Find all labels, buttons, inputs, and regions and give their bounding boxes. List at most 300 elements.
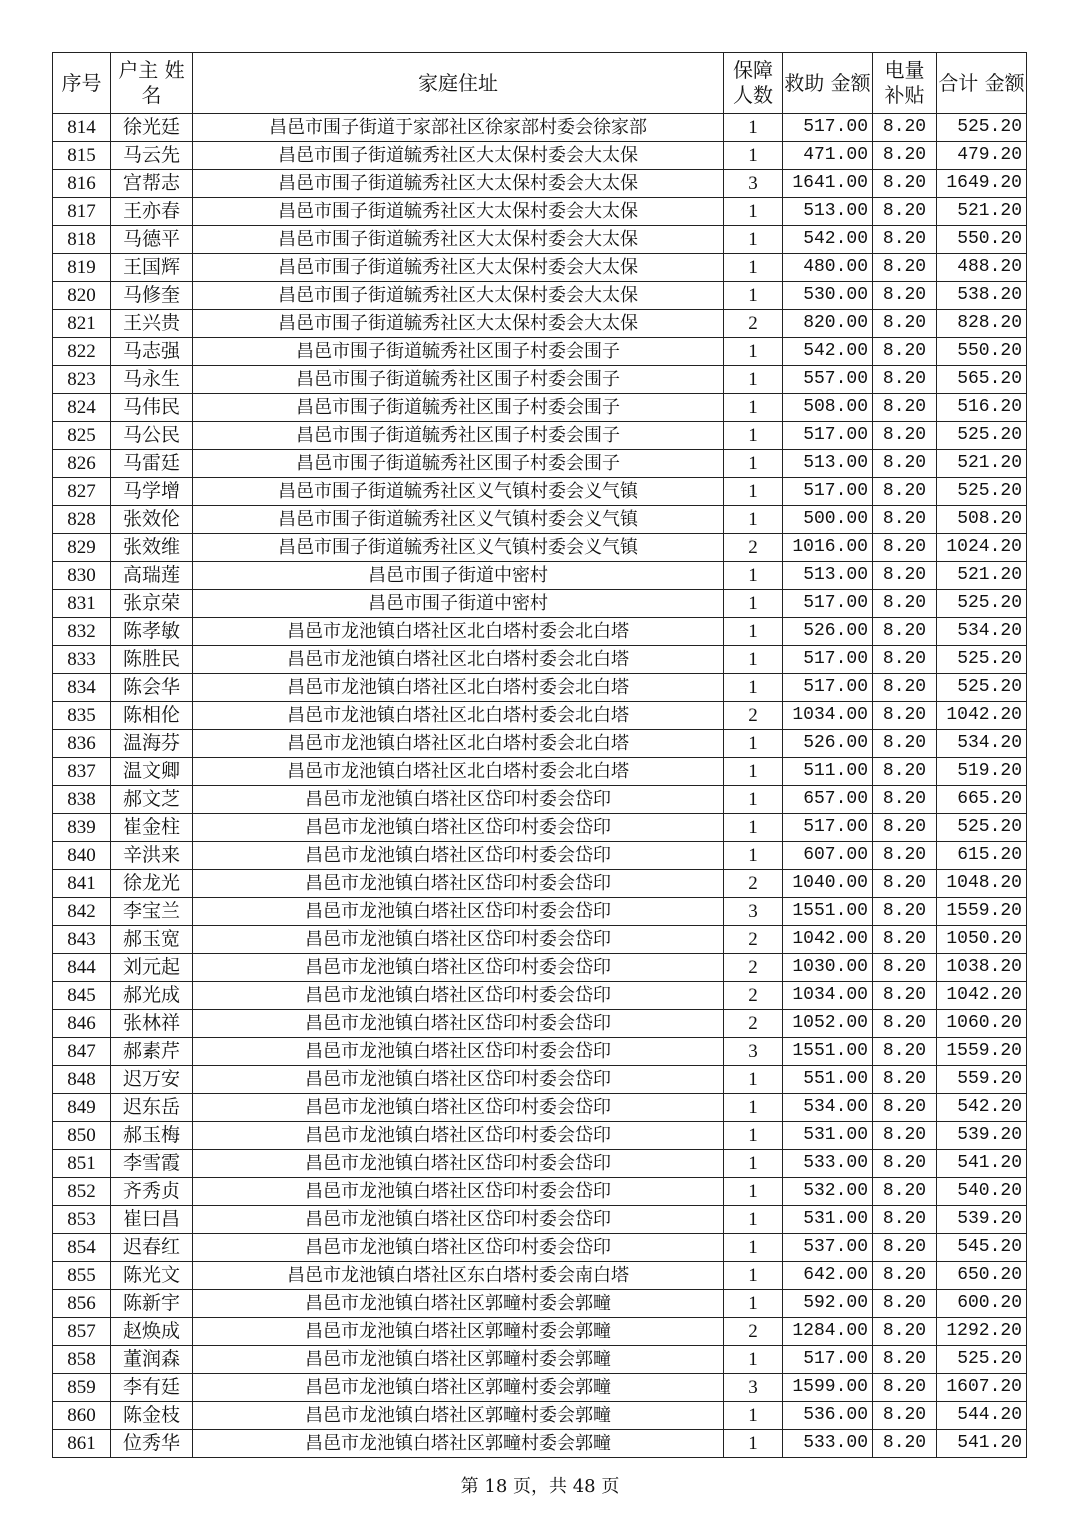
cell-total: 1060.20 <box>937 1010 1027 1038</box>
cell-aid: 517.00 <box>783 422 873 450</box>
cell-aid: 542.00 <box>783 338 873 366</box>
cell-persons: 3 <box>724 1374 783 1402</box>
cell-aid: 530.00 <box>783 282 873 310</box>
page-footer: 第 18 页，共 48 页 <box>460 1476 620 1497</box>
cell-persons: 2 <box>724 310 783 338</box>
cell-seq: 814 <box>53 114 111 142</box>
cell-persons: 1 <box>724 1234 783 1262</box>
cell-power: 8.20 <box>873 1318 937 1346</box>
cell-address: 昌邑市龙池镇白塔社区岱印村委会岱印 <box>193 926 724 954</box>
cell-address: 昌邑市围子街道中密村 <box>193 590 724 618</box>
header-power: 电量 补贴 <box>873 53 937 114</box>
cell-name: 张京荣 <box>111 590 193 618</box>
cell-total: 828.20 <box>937 310 1027 338</box>
cell-seq: 850 <box>53 1122 111 1150</box>
cell-persons: 1 <box>724 618 783 646</box>
table-row <box>53 254 1027 282</box>
cell-persons: 1 <box>724 450 783 478</box>
cell-seq: 834 <box>53 674 111 702</box>
cell-power: 8.20 <box>873 1402 937 1430</box>
cell-power: 8.20 <box>873 142 937 170</box>
cell-persons: 1 <box>724 674 783 702</box>
cell-name: 马修奎 <box>111 282 193 310</box>
cell-persons: 1 <box>724 114 783 142</box>
cell-total: 525.20 <box>937 590 1027 618</box>
cell-power: 8.20 <box>873 982 937 1010</box>
cell-power: 8.20 <box>873 114 937 142</box>
cell-address: 昌邑市龙池镇白塔社区岱印村委会岱印 <box>193 870 724 898</box>
cell-power: 8.20 <box>873 1206 937 1234</box>
cell-seq: 841 <box>53 870 111 898</box>
cell-power: 8.20 <box>873 786 937 814</box>
cell-power: 8.20 <box>873 562 937 590</box>
header-row <box>53 53 1027 114</box>
cell-seq: 849 <box>53 1094 111 1122</box>
table-row <box>53 1206 1027 1234</box>
cell-power: 8.20 <box>873 1094 937 1122</box>
table-row <box>53 422 1027 450</box>
cell-address: 昌邑市龙池镇白塔社区岱印村委会岱印 <box>193 1234 724 1262</box>
cell-persons: 1 <box>724 1402 783 1430</box>
cell-address: 昌邑市围子街道毓秀社区围子村委会围子 <box>193 422 724 450</box>
header-aid: 救助 金额 <box>783 53 873 114</box>
cell-persons: 1 <box>724 842 783 870</box>
cell-address: 昌邑市龙池镇白塔社区北白塔村委会北白塔 <box>193 702 724 730</box>
cell-name: 刘元起 <box>111 954 193 982</box>
cell-persons: 2 <box>724 954 783 982</box>
cell-aid: 1052.00 <box>783 1010 873 1038</box>
cell-aid: 536.00 <box>783 1402 873 1430</box>
cell-aid: 517.00 <box>783 1346 873 1374</box>
cell-seq: 844 <box>53 954 111 982</box>
table-row <box>53 842 1027 870</box>
cell-power: 8.20 <box>873 730 937 758</box>
cell-power: 8.20 <box>873 1290 937 1318</box>
cell-total: 521.20 <box>937 198 1027 226</box>
cell-total: 559.20 <box>937 1066 1027 1094</box>
cell-aid: 511.00 <box>783 758 873 786</box>
cell-power: 8.20 <box>873 254 937 282</box>
cell-name: 郝玉宽 <box>111 926 193 954</box>
table-row <box>53 730 1027 758</box>
cell-address: 昌邑市龙池镇白塔社区岱印村委会岱印 <box>193 1150 724 1178</box>
cell-aid: 508.00 <box>783 394 873 422</box>
cell-total: 1559.20 <box>937 898 1027 926</box>
cell-total: 534.20 <box>937 730 1027 758</box>
cell-seq: 838 <box>53 786 111 814</box>
cell-seq: 833 <box>53 646 111 674</box>
table-row <box>53 506 1027 534</box>
cell-power: 8.20 <box>873 702 937 730</box>
table-row <box>53 1094 1027 1122</box>
cell-seq: 858 <box>53 1346 111 1374</box>
table-row <box>53 1150 1027 1178</box>
cell-total: 540.20 <box>937 1178 1027 1206</box>
table-row <box>53 1066 1027 1094</box>
cell-address: 昌邑市围子街道毓秀社区义气镇村委会义气镇 <box>193 534 724 562</box>
table-row <box>53 310 1027 338</box>
table-row <box>53 1374 1027 1402</box>
cell-name: 马伟民 <box>111 394 193 422</box>
cell-aid: 657.00 <box>783 786 873 814</box>
cell-seq: 822 <box>53 338 111 366</box>
cell-seq: 820 <box>53 282 111 310</box>
cell-total: 545.20 <box>937 1234 1027 1262</box>
cell-seq: 824 <box>53 394 111 422</box>
cell-persons: 1 <box>724 590 783 618</box>
cell-power: 8.20 <box>873 926 937 954</box>
cell-address: 昌邑市龙池镇白塔社区岱印村委会岱印 <box>193 1094 724 1122</box>
table-row <box>53 226 1027 254</box>
table-row <box>53 646 1027 674</box>
cell-persons: 1 <box>724 422 783 450</box>
cell-seq: 819 <box>53 254 111 282</box>
table-row <box>53 1346 1027 1374</box>
cell-seq: 861 <box>53 1430 111 1458</box>
cell-seq: 825 <box>53 422 111 450</box>
table-row <box>53 1290 1027 1318</box>
cell-total: 1559.20 <box>937 1038 1027 1066</box>
cell-power: 8.20 <box>873 170 937 198</box>
cell-persons: 1 <box>724 814 783 842</box>
table-row <box>53 954 1027 982</box>
cell-persons: 1 <box>724 1430 783 1458</box>
cell-total: 525.20 <box>937 814 1027 842</box>
cell-name: 迟春红 <box>111 1234 193 1262</box>
cell-address: 昌邑市龙池镇白塔社区郭疃村委会郭疃 <box>193 1430 724 1458</box>
cell-seq: 837 <box>53 758 111 786</box>
table-row <box>53 870 1027 898</box>
cell-aid: 1042.00 <box>783 926 873 954</box>
cell-seq: 848 <box>53 1066 111 1094</box>
cell-address: 昌邑市围子街道毓秀社区大太保村委会大太保 <box>193 170 724 198</box>
header-name: 户主 姓名 <box>111 53 193 114</box>
cell-seq: 851 <box>53 1150 111 1178</box>
cell-persons: 1 <box>724 282 783 310</box>
cell-name: 郝素芹 <box>111 1038 193 1066</box>
cell-seq: 835 <box>53 702 111 730</box>
cell-address: 昌邑市龙池镇白塔社区北白塔村委会北白塔 <box>193 618 724 646</box>
cell-aid: 592.00 <box>783 1290 873 1318</box>
cell-name: 郝玉梅 <box>111 1122 193 1150</box>
cell-name: 郝光成 <box>111 982 193 1010</box>
cell-persons: 1 <box>724 394 783 422</box>
cell-aid: 517.00 <box>783 114 873 142</box>
cell-persons: 1 <box>724 142 783 170</box>
cell-seq: 827 <box>53 478 111 506</box>
cell-name: 崔金柱 <box>111 814 193 842</box>
cell-power: 8.20 <box>873 898 937 926</box>
cell-total: 539.20 <box>937 1206 1027 1234</box>
cell-power: 8.20 <box>873 842 937 870</box>
cell-total: 1042.20 <box>937 702 1027 730</box>
cell-address: 昌邑市围子街道毓秀社区大太保村委会大太保 <box>193 142 724 170</box>
cell-power: 8.20 <box>873 870 937 898</box>
cell-power: 8.20 <box>873 1066 937 1094</box>
cell-persons: 2 <box>724 982 783 1010</box>
cell-address: 昌邑市龙池镇白塔社区岱印村委会岱印 <box>193 1066 724 1094</box>
cell-persons: 1 <box>724 1346 783 1374</box>
cell-aid: 1034.00 <box>783 702 873 730</box>
cell-name: 马学增 <box>111 478 193 506</box>
cell-total: 565.20 <box>937 366 1027 394</box>
cell-total: 550.20 <box>937 338 1027 366</box>
table-row <box>53 1318 1027 1346</box>
header-total: 合计 金额 <box>937 53 1027 114</box>
cell-persons: 3 <box>724 170 783 198</box>
cell-address: 昌邑市龙池镇白塔社区郭疃村委会郭疃 <box>193 1290 724 1318</box>
cell-aid: 1551.00 <box>783 1038 873 1066</box>
cell-persons: 2 <box>724 702 783 730</box>
table-row <box>53 198 1027 226</box>
cell-name: 李宝兰 <box>111 898 193 926</box>
table-row <box>53 338 1027 366</box>
cell-persons: 1 <box>724 506 783 534</box>
cell-persons: 2 <box>724 1318 783 1346</box>
cell-address: 昌邑市围子街道毓秀社区围子村委会围子 <box>193 366 724 394</box>
cell-address: 昌邑市龙池镇白塔社区岱印村委会岱印 <box>193 786 724 814</box>
cell-persons: 1 <box>724 1290 783 1318</box>
cell-power: 8.20 <box>873 1234 937 1262</box>
cell-aid: 820.00 <box>783 310 873 338</box>
cell-total: 525.20 <box>937 674 1027 702</box>
cell-address: 昌邑市围子街道毓秀社区围子村委会围子 <box>193 450 724 478</box>
cell-seq: 845 <box>53 982 111 1010</box>
cell-aid: 537.00 <box>783 1234 873 1262</box>
cell-power: 8.20 <box>873 338 937 366</box>
cell-address: 昌邑市龙池镇白塔社区郭疃村委会郭疃 <box>193 1374 724 1402</box>
cell-power: 8.20 <box>873 506 937 534</box>
cell-seq: 852 <box>53 1178 111 1206</box>
cell-name: 郝文芝 <box>111 786 193 814</box>
cell-aid: 557.00 <box>783 366 873 394</box>
cell-total: 541.20 <box>937 1150 1027 1178</box>
table-row <box>53 758 1027 786</box>
cell-power: 8.20 <box>873 366 937 394</box>
cell-aid: 517.00 <box>783 478 873 506</box>
cell-power: 8.20 <box>873 1038 937 1066</box>
cell-aid: 513.00 <box>783 198 873 226</box>
cell-name: 马志强 <box>111 338 193 366</box>
cell-total: 1048.20 <box>937 870 1027 898</box>
cell-address: 昌邑市龙池镇白塔社区岱印村委会岱印 <box>193 1178 724 1206</box>
cell-address: 昌邑市龙池镇白塔社区岱印村委会岱印 <box>193 1206 724 1234</box>
table-row <box>53 1262 1027 1290</box>
cell-address: 昌邑市围子街道毓秀社区义气镇村委会义气镇 <box>193 506 724 534</box>
cell-name: 齐秀贞 <box>111 1178 193 1206</box>
cell-seq: 816 <box>53 170 111 198</box>
cell-aid: 517.00 <box>783 814 873 842</box>
cell-aid: 642.00 <box>783 1262 873 1290</box>
cell-total: 521.20 <box>937 450 1027 478</box>
cell-power: 8.20 <box>873 954 937 982</box>
cell-persons: 2 <box>724 1010 783 1038</box>
cell-persons: 1 <box>724 758 783 786</box>
cell-total: 600.20 <box>937 1290 1027 1318</box>
cell-aid: 526.00 <box>783 730 873 758</box>
cell-persons: 1 <box>724 1122 783 1150</box>
cell-persons: 1 <box>724 730 783 758</box>
cell-total: 1607.20 <box>937 1374 1027 1402</box>
cell-seq: 859 <box>53 1374 111 1402</box>
cell-persons: 1 <box>724 198 783 226</box>
cell-total: 534.20 <box>937 618 1027 646</box>
cell-name: 张效伦 <box>111 506 193 534</box>
table-row <box>53 478 1027 506</box>
cell-name: 陈相伦 <box>111 702 193 730</box>
cell-name: 陈胜民 <box>111 646 193 674</box>
cell-total: 1024.20 <box>937 534 1027 562</box>
table-row <box>53 1402 1027 1430</box>
cell-name: 徐龙光 <box>111 870 193 898</box>
cell-total: 538.20 <box>937 282 1027 310</box>
cell-name: 马公民 <box>111 422 193 450</box>
cell-power: 8.20 <box>873 1150 937 1178</box>
cell-seq: 857 <box>53 1318 111 1346</box>
cell-name: 王兴贵 <box>111 310 193 338</box>
cell-aid: 1030.00 <box>783 954 873 982</box>
table-row <box>53 366 1027 394</box>
cell-aid: 526.00 <box>783 618 873 646</box>
cell-aid: 517.00 <box>783 646 873 674</box>
cell-total: 542.20 <box>937 1094 1027 1122</box>
cell-total: 665.20 <box>937 786 1027 814</box>
cell-name: 迟东岳 <box>111 1094 193 1122</box>
cell-address: 昌邑市龙池镇白塔社区岱印村委会岱印 <box>193 982 724 1010</box>
cell-name: 赵焕成 <box>111 1318 193 1346</box>
cell-name: 李有廷 <box>111 1374 193 1402</box>
table-row <box>53 702 1027 730</box>
cell-persons: 1 <box>724 1206 783 1234</box>
cell-address: 昌邑市龙池镇白塔社区岱印村委会岱印 <box>193 1122 724 1150</box>
cell-aid: 1016.00 <box>783 534 873 562</box>
cell-persons: 1 <box>724 646 783 674</box>
table-row <box>53 898 1027 926</box>
cell-name: 崔曰昌 <box>111 1206 193 1234</box>
cell-aid: 542.00 <box>783 226 873 254</box>
cell-persons: 1 <box>724 338 783 366</box>
cell-power: 8.20 <box>873 618 937 646</box>
table-body <box>53 114 1027 1458</box>
cell-address: 昌邑市围子街道毓秀社区大太保村委会大太保 <box>193 226 724 254</box>
cell-name: 迟万安 <box>111 1066 193 1094</box>
table-row <box>53 1038 1027 1066</box>
cell-aid: 500.00 <box>783 506 873 534</box>
cell-seq: 821 <box>53 310 111 338</box>
cell-aid: 1599.00 <box>783 1374 873 1402</box>
cell-address: 昌邑市龙池镇白塔社区东白塔村委会南白塔 <box>193 1262 724 1290</box>
cell-name: 陈金枝 <box>111 1402 193 1430</box>
table-row <box>53 786 1027 814</box>
cell-persons: 1 <box>724 366 783 394</box>
cell-seq: 839 <box>53 814 111 842</box>
cell-name: 王亦春 <box>111 198 193 226</box>
cell-aid: 1284.00 <box>783 1318 873 1346</box>
table-row <box>53 394 1027 422</box>
cell-aid: 534.00 <box>783 1094 873 1122</box>
cell-seq: 855 <box>53 1262 111 1290</box>
cell-aid: 517.00 <box>783 590 873 618</box>
cell-seq: 843 <box>53 926 111 954</box>
table-row <box>53 562 1027 590</box>
cell-name: 温文卿 <box>111 758 193 786</box>
cell-persons: 1 <box>724 478 783 506</box>
cell-name: 董润森 <box>111 1346 193 1374</box>
cell-power: 8.20 <box>873 814 937 842</box>
cell-name: 王国辉 <box>111 254 193 282</box>
cell-name: 高瑞莲 <box>111 562 193 590</box>
cell-total: 539.20 <box>937 1122 1027 1150</box>
cell-address: 昌邑市围子街道毓秀社区大太保村委会大太保 <box>193 282 724 310</box>
cell-name: 张效维 <box>111 534 193 562</box>
table-row <box>53 1430 1027 1458</box>
cell-address: 昌邑市龙池镇白塔社区北白塔村委会北白塔 <box>193 730 724 758</box>
cell-seq: 826 <box>53 450 111 478</box>
cell-aid: 551.00 <box>783 1066 873 1094</box>
cell-seq: 860 <box>53 1402 111 1430</box>
cell-persons: 1 <box>724 254 783 282</box>
cell-name: 李雪霞 <box>111 1150 193 1178</box>
table-row <box>53 142 1027 170</box>
cell-persons: 2 <box>724 534 783 562</box>
cell-power: 8.20 <box>873 422 937 450</box>
cell-address: 昌邑市龙池镇白塔社区郭疃村委会郭疃 <box>193 1402 724 1430</box>
table-row <box>53 1010 1027 1038</box>
cell-seq: 817 <box>53 198 111 226</box>
cell-total: 519.20 <box>937 758 1027 786</box>
table-row <box>53 590 1027 618</box>
cell-total: 525.20 <box>937 478 1027 506</box>
cell-address: 昌邑市围子街道毓秀社区大太保村委会大太保 <box>193 198 724 226</box>
cell-total: 508.20 <box>937 506 1027 534</box>
table-row <box>53 674 1027 702</box>
cell-power: 8.20 <box>873 1346 937 1374</box>
cell-address: 昌邑市龙池镇白塔社区岱印村委会岱印 <box>193 814 724 842</box>
cell-address: 昌邑市龙池镇白塔社区北白塔村委会北白塔 <box>193 674 724 702</box>
cell-persons: 1 <box>724 786 783 814</box>
cell-aid: 533.00 <box>783 1150 873 1178</box>
cell-address: 昌邑市龙池镇白塔社区岱印村委会岱印 <box>193 1038 724 1066</box>
cell-name: 温海芬 <box>111 730 193 758</box>
cell-power: 8.20 <box>873 1374 937 1402</box>
cell-total: 521.20 <box>937 562 1027 590</box>
table-row <box>53 1122 1027 1150</box>
cell-name: 张林祥 <box>111 1010 193 1038</box>
cell-address: 昌邑市龙池镇白塔社区北白塔村委会北白塔 <box>193 646 724 674</box>
cell-address: 昌邑市龙池镇白塔社区郭疃村委会郭疃 <box>193 1318 724 1346</box>
cell-address: 昌邑市龙池镇白塔社区岱印村委会岱印 <box>193 842 724 870</box>
cell-total: 1050.20 <box>937 926 1027 954</box>
cell-address: 昌邑市龙池镇白塔社区岱印村委会岱印 <box>193 954 724 982</box>
cell-total: 525.20 <box>937 114 1027 142</box>
header-seq: 序号 <box>53 53 111 114</box>
table-row <box>53 814 1027 842</box>
cell-seq: 828 <box>53 506 111 534</box>
cell-seq: 829 <box>53 534 111 562</box>
cell-seq: 847 <box>53 1038 111 1066</box>
cell-name: 陈新宇 <box>111 1290 193 1318</box>
table-row <box>53 926 1027 954</box>
cell-total: 525.20 <box>937 1346 1027 1374</box>
cell-persons: 1 <box>724 1262 783 1290</box>
cell-address: 昌邑市围子街道于家部社区徐家部村委会徐家部 <box>193 114 724 142</box>
cell-aid: 513.00 <box>783 450 873 478</box>
cell-aid: 471.00 <box>783 142 873 170</box>
cell-aid: 531.00 <box>783 1206 873 1234</box>
table-row <box>53 1234 1027 1262</box>
cell-persons: 2 <box>724 926 783 954</box>
cell-persons: 2 <box>724 870 783 898</box>
